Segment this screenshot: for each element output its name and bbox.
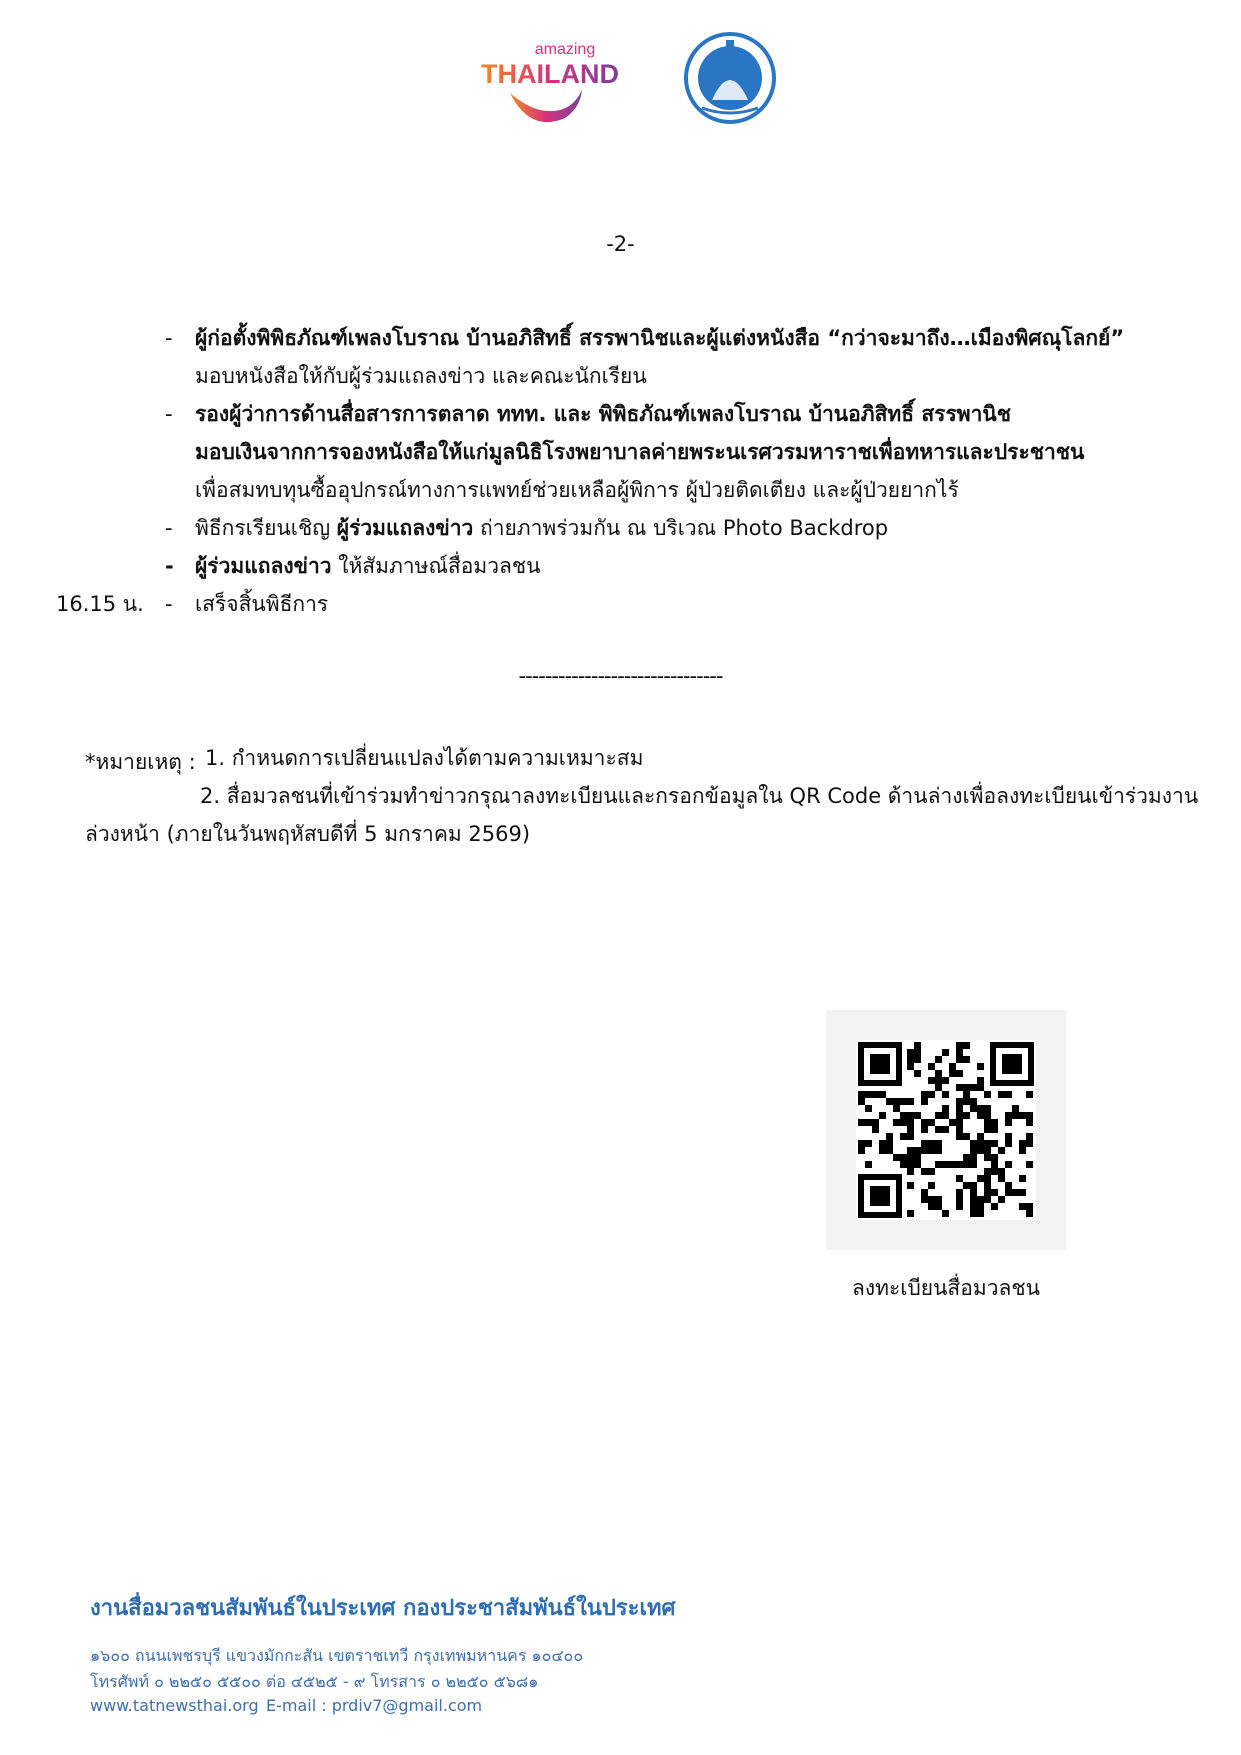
schedule-item-4: [195, 552, 540, 580]
bullet-dash: -: [165, 592, 173, 616]
schedule-item-1-continuation: มอบหนังสือให้กับผู้ร่วมแถลงข่าว และคณะนักเรียน: [195, 364, 647, 388]
schedule-item-4-bold: ผู้ร่วมแถลงข่าว: [195, 554, 332, 578]
schedule-time: 16.15 น.: [56, 592, 144, 616]
footer-website[interactable]: www.tatnewsthai.org: [90, 1696, 259, 1715]
qr-code-icon: [826, 1010, 1066, 1250]
schedule-item-2-title-line2: มอบเงินจากการจองหนังสือให้แก่มูลนิธิโรงพยาบาลค่ายพระนเรศวรมหาราชเพื่อทหารและประชาชน: [195, 440, 1085, 464]
separator-line: -------------------------------: [518, 664, 723, 688]
bullet-dash: -: [165, 326, 173, 350]
schedule-item-1-title: ผู้ก่อตั้งพิพิธภัณฑ์เพลงโบราณ บ้านอภิสิทธิ์ สรรพานิชและผู้แต่งหนังสือ “กว่าจะมาถึง…เมืองพิศณุโลกย์”: [195, 326, 1125, 350]
logo-thailand-text: THAILAND: [481, 59, 619, 89]
amazing-thailand-logo: [470, 38, 630, 130]
bullet-dash: -: [165, 554, 174, 578]
footer-title: งานสื่อมวลชนสัมพันธ์ในประเทศ กองประชาสัมพันธ์ในประเทศ: [90, 1596, 676, 1621]
schedule-item-3-bold: ผู้ร่วมแถลงข่าว: [336, 516, 474, 540]
note-item-1: 1. กำหนดการเปลี่ยนแปลงได้ตามความเหมาะสม: [205, 746, 644, 770]
footer-email[interactable]: E-mail : prdiv7@gmail.com: [266, 1696, 483, 1715]
schedule-item-5: เสร็จสิ้นพิธีการ: [195, 592, 329, 616]
footer-address: ๑๖๐๐ ถนนเพชรบุรี แขวงมักกะสัน เขตราชเทวี กรุงเทพมหานคร ๑๐๔๐๐: [90, 1646, 584, 1665]
schedule-item-3-post: ถ่ายภาพร่วมกัน ณ บริเวณ Photo Backdrop: [473, 516, 889, 540]
bullet-dash: -: [165, 516, 173, 540]
logo-amazing-text: amazing: [534, 41, 596, 58]
note-label: *หมายเหตุ :: [85, 750, 196, 774]
note-item-2: 2. สื่อมวลชนที่เข้าร่วมทำข่าวกรุณาลงทะเบียนและกรอกข้อมูลใน QR Code ด้านล่างเพื่อลงทะเบียนเข้าร่วมงาน: [200, 784, 1199, 808]
schedule-item-3-pre: พิธีกรเรียนเชิญ: [195, 516, 337, 540]
note-item-2-continuation: ล่วงหน้า (ภายในวันพฤหัสบดีที่ 5 มกราคม 2569): [85, 822, 531, 846]
tat-seal-icon: [682, 30, 778, 126]
schedule-item-3: [195, 514, 888, 542]
bullet-dash: -: [165, 402, 173, 426]
qr-code[interactable]: [826, 1010, 1066, 1250]
schedule-item-2-continuation: เพื่อสมทบทุนซื้ออุปกรณ์ทางการแพทย์ช่วยเหลือผู้พิการ ผู้ป่วยติดเตียง และผู้ป่วยยากไร้: [195, 478, 959, 502]
schedule-item-2-title: รองผู้ว่าการด้านสื่อสารการตลาด ททท. และ พิพิธภัณฑ์เพลงโบราณ บ้านอภิสิทธิ์ สรรพานิช: [195, 402, 1011, 426]
qr-caption: ลงทะเบียนสื่อมวลชน: [852, 1276, 1040, 1300]
footer-phone: โทรศัพท์ ๐ ๒๒๕๐ ๕๕๐๐ ต่อ ๔๕๒๕ - ๙ โทรสาร ๐ ๒๒๕๐ ๕๖๘๑: [90, 1672, 539, 1691]
logo-swoosh-icon: [510, 90, 582, 122]
page-number: -2-: [606, 232, 635, 256]
schedule-item-4-post: ให้สัมภาษณ์สื่อมวลชน: [331, 554, 541, 578]
